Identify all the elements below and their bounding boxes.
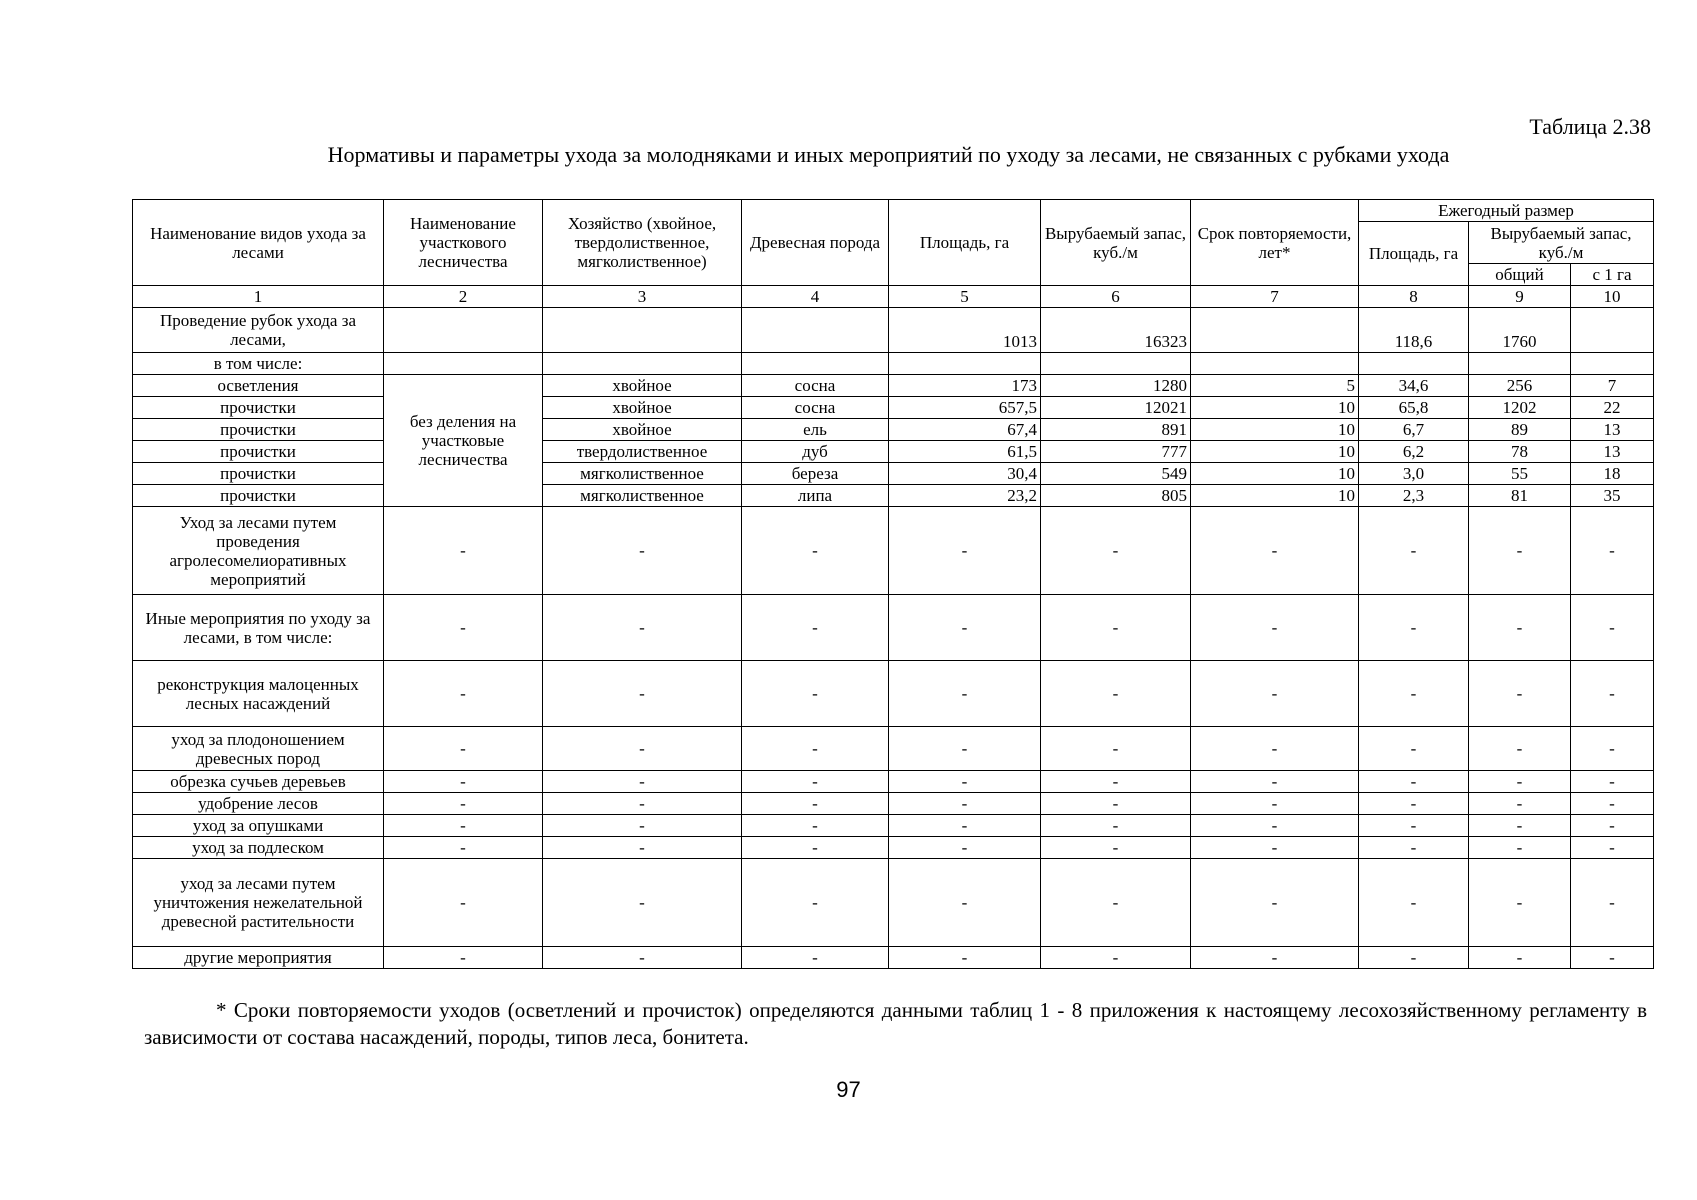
cell-dash: - [742, 507, 889, 595]
row-name: реконструкция малоценных лесных насаждений [133, 661, 384, 727]
row-name: уход за подлеском [133, 837, 384, 859]
row-name: Уход за лесами путем проведения агролесомелиоративных мероприятий [133, 507, 384, 595]
cell-dash: - [1041, 507, 1191, 595]
cell-dash: - [742, 595, 889, 661]
cell-dash: - [742, 793, 889, 815]
col-num: 7 [1191, 286, 1359, 308]
table-row [133, 507, 1654, 595]
cell-species: береза [742, 463, 889, 485]
cell-dash: - [1571, 793, 1654, 815]
cell-dash: - [1469, 793, 1571, 815]
table-row [133, 947, 1654, 969]
header-stock-per-ha: с 1 га [1571, 264, 1654, 286]
col-num: 3 [543, 286, 742, 308]
cell-dash: - [742, 661, 889, 727]
cell-annual-per-ha: 13 [1571, 419, 1654, 441]
cell-farm: мягколиственное [543, 485, 742, 507]
cell-dash: - [1359, 815, 1469, 837]
row-name: прочистки [133, 485, 384, 507]
cell-dash: - [1041, 815, 1191, 837]
cell-dash: - [384, 793, 543, 815]
cell-annual-area: 6,2 [1359, 441, 1469, 463]
cell-dash: - [1041, 727, 1191, 771]
cell-dash: - [1191, 859, 1359, 947]
cell-dash: - [742, 859, 889, 947]
col-num: 6 [1041, 286, 1191, 308]
cell-annual-per-ha: 22 [1571, 397, 1654, 419]
table-number: Таблица 2.38 [1529, 114, 1651, 139]
cell-dash: - [1469, 507, 1571, 595]
cell-area: 1013 [889, 308, 1041, 353]
cell-dash: - [1359, 771, 1469, 793]
cell-period: 10 [1191, 397, 1359, 419]
table-row [133, 771, 1654, 793]
cell-dash: - [1191, 727, 1359, 771]
cell-dash: - [1359, 507, 1469, 595]
cell-dash: - [1041, 771, 1191, 793]
cell-dash: - [1359, 727, 1469, 771]
cell-dash: - [1359, 837, 1469, 859]
cell-dash: - [889, 859, 1041, 947]
cell-area: 67,4 [889, 419, 1041, 441]
cell-dash: - [543, 947, 742, 969]
cell-stock: 12021 [1041, 397, 1191, 419]
table-row [133, 308, 1654, 353]
header-annual-area: Площадь, га [1359, 222, 1469, 286]
cell-dash: - [1359, 595, 1469, 661]
cell-area: 30,4 [889, 463, 1041, 485]
cell-dash: - [1041, 947, 1191, 969]
cell-dash: - [384, 815, 543, 837]
cell-dash: - [543, 661, 742, 727]
cell-dash: - [1191, 815, 1359, 837]
merged-district-cell: без деления на участковые лесничества [384, 375, 543, 507]
header-district: Наименование участкового лесничества [384, 200, 543, 286]
cell-dash: - [384, 507, 543, 595]
cell-dash: - [543, 771, 742, 793]
cell-dash: - [889, 837, 1041, 859]
cell-dash: - [1571, 595, 1654, 661]
cell-dash: - [1041, 595, 1191, 661]
cell-dash: - [384, 727, 543, 771]
cell-dash: - [1191, 771, 1359, 793]
cell-dash: - [1469, 947, 1571, 969]
cell-annual-per-ha: 18 [1571, 463, 1654, 485]
cell-period: 5 [1191, 375, 1359, 397]
cell-farm: мягколиственное [543, 463, 742, 485]
cell-dash: - [1469, 595, 1571, 661]
cell-farm: хвойное [543, 419, 742, 441]
cell-dash: - [1191, 947, 1359, 969]
cell-dash: - [889, 793, 1041, 815]
cell-stock: 805 [1041, 485, 1191, 507]
table-row [133, 353, 1654, 375]
cell-dash: - [1191, 793, 1359, 815]
cell-annual-area: 118,6 [1359, 308, 1469, 353]
cell-annual-area: 2,3 [1359, 485, 1469, 507]
cell-dash: - [742, 771, 889, 793]
cell-species: дуб [742, 441, 889, 463]
cell-stock: 549 [1041, 463, 1191, 485]
cell-annual-per-ha: 7 [1571, 375, 1654, 397]
cell-dash: - [1571, 771, 1654, 793]
cell-species: ель [742, 419, 889, 441]
table-row [133, 661, 1654, 727]
cell-dash: - [1571, 507, 1654, 595]
table-row [133, 397, 1654, 419]
cell-period: 10 [1191, 419, 1359, 441]
cell-dash: - [1571, 837, 1654, 859]
cell-dash: - [889, 815, 1041, 837]
cell-dash: - [1469, 771, 1571, 793]
cell-dash: - [1469, 815, 1571, 837]
cell-dash: - [742, 947, 889, 969]
header-stock: Вырубаемый запас, куб./м [1041, 200, 1191, 286]
cell-dash: - [1191, 595, 1359, 661]
cell-dash: - [742, 727, 889, 771]
header-period: Срок повторяемости, лет* [1191, 200, 1359, 286]
row-name: Проведение рубок ухода за лесами, [133, 308, 384, 353]
page-number: 97 [836, 1077, 861, 1102]
cell-dash: - [384, 771, 543, 793]
cell-annual-area: 65,8 [1359, 397, 1469, 419]
cell-annual-total: 1202 [1469, 397, 1571, 419]
cell-stock: 16323 [1041, 308, 1191, 353]
row-name: Иные мероприятия по уходу за лесами, в том числе: [133, 595, 384, 661]
row-name: осветления [133, 375, 384, 397]
cell-dash: - [1191, 661, 1359, 727]
header-annual: Ежегодный размер [1359, 200, 1654, 222]
cell-dash: - [543, 507, 742, 595]
cell-farm: твердолиственное [543, 441, 742, 463]
cell-dash: - [1041, 859, 1191, 947]
cell-dash: - [384, 661, 543, 727]
table-caption: Нормативы и параметры ухода за молодняками и иных мероприятий по уходу за лесами, не связанных с рубками ухода [327, 142, 1450, 167]
header-stock-total: общий [1469, 264, 1571, 286]
cell-annual-total: 1760 [1469, 308, 1571, 353]
row-name: прочистки [133, 463, 384, 485]
cell-dash: - [1469, 859, 1571, 947]
cell-dash: - [1469, 837, 1571, 859]
table-row [133, 375, 1654, 397]
cell-farm: хвойное [543, 397, 742, 419]
col-num: 5 [889, 286, 1041, 308]
cell-dash: - [1571, 661, 1654, 727]
row-name: уход за плодоношением древесных пород [133, 727, 384, 771]
cell-dash: - [1571, 859, 1654, 947]
table-row [133, 793, 1654, 815]
cell-species: сосна [742, 397, 889, 419]
header-area: Площадь, га [889, 200, 1041, 286]
cell-dash: - [384, 595, 543, 661]
cell-dash: - [543, 793, 742, 815]
cell-annual-total: 78 [1469, 441, 1571, 463]
header-farm: Хозяйство (хвойное, твердолиственное, мягколиственное) [543, 200, 742, 286]
cell-annual-per-ha: 35 [1571, 485, 1654, 507]
row-name: уход за лесами путем уничтожения нежелательной древесной растительности [133, 859, 384, 947]
cell-dash: - [742, 837, 889, 859]
table-row [133, 815, 1654, 837]
cell-dash: - [384, 947, 543, 969]
table-row [133, 727, 1654, 771]
cell-dash: - [1191, 507, 1359, 595]
table-row [133, 485, 1654, 507]
cell-dash: - [384, 859, 543, 947]
cell-annual-area: 34,6 [1359, 375, 1469, 397]
table-row [133, 595, 1654, 661]
cell-dash: - [1469, 727, 1571, 771]
row-name: в том числе: [133, 353, 384, 375]
cell-dash: - [889, 771, 1041, 793]
cell-dash: - [1041, 793, 1191, 815]
cell-dash: - [889, 727, 1041, 771]
cell-species: липа [742, 485, 889, 507]
cell-dash: - [1359, 661, 1469, 727]
row-name: обрезка сучьев деревьев [133, 771, 384, 793]
cell-dash: - [384, 837, 543, 859]
cell-stock: 777 [1041, 441, 1191, 463]
header-species: Древесная порода [742, 200, 889, 286]
table-row [133, 837, 1654, 859]
cell-dash: - [1359, 793, 1469, 815]
cell-annual-total: 89 [1469, 419, 1571, 441]
cell-dash: - [889, 661, 1041, 727]
cell-area: 23,2 [889, 485, 1041, 507]
table-row [133, 419, 1654, 441]
cell-stock: 1280 [1041, 375, 1191, 397]
column-number-row [133, 286, 1654, 308]
col-num: 2 [384, 286, 543, 308]
cell-annual-total: 256 [1469, 375, 1571, 397]
cell-annual-area: 3,0 [1359, 463, 1469, 485]
cell-dash: - [742, 815, 889, 837]
cell-annual-area: 6,7 [1359, 419, 1469, 441]
cell-farm: хвойное [543, 375, 742, 397]
header-row-1 [133, 200, 1654, 222]
col-num: 10 [1571, 286, 1654, 308]
cell-area: 61,5 [889, 441, 1041, 463]
cell-period: 10 [1191, 441, 1359, 463]
cell-dash: - [543, 837, 742, 859]
forest-care-table [132, 199, 1654, 969]
cell-dash: - [543, 595, 742, 661]
cell-area: 657,5 [889, 397, 1041, 419]
cell-period: 10 [1191, 463, 1359, 485]
cell-dash: - [1359, 947, 1469, 969]
table-row [133, 463, 1654, 485]
cell-dash: - [1191, 837, 1359, 859]
cell-dash: - [1359, 859, 1469, 947]
row-name: удобрение лесов [133, 793, 384, 815]
col-num: 1 [133, 286, 384, 308]
table-row [133, 441, 1654, 463]
cell-dash: - [1469, 661, 1571, 727]
cell-dash: - [1571, 727, 1654, 771]
cell-dash: - [1571, 815, 1654, 837]
cell-area: 173 [889, 375, 1041, 397]
cell-dash: - [889, 595, 1041, 661]
row-name: прочистки [133, 419, 384, 441]
cell-period: 10 [1191, 485, 1359, 507]
row-name: прочистки [133, 441, 384, 463]
cell-species: сосна [742, 375, 889, 397]
header-care-type: Наименование видов ухода за лесами [133, 200, 384, 286]
cell-dash: - [889, 947, 1041, 969]
table-row [133, 859, 1654, 947]
header-annual-stock: Вырубаемый запас, куб./м [1469, 222, 1654, 264]
cell-dash: - [1041, 837, 1191, 859]
footnote: * Сроки повторяемости уходов (осветлений и прочисток) определяются данными таблиц 1 - 8 приложения к настоящему лесохозяйственному регламенту в зависимости от состава насаждений, породы, типов леса, бонитета. [144, 998, 1647, 1049]
col-num: 9 [1469, 286, 1571, 308]
row-name: прочистки [133, 397, 384, 419]
cell-annual-total: 81 [1469, 485, 1571, 507]
cell-dash: - [889, 507, 1041, 595]
cell-dash: - [1041, 661, 1191, 727]
cell-dash: - [543, 727, 742, 771]
row-name: другие мероприятия [133, 947, 384, 969]
row-name: уход за опушками [133, 815, 384, 837]
cell-dash: - [1571, 947, 1654, 969]
cell-dash: - [543, 815, 742, 837]
cell-annual-total: 55 [1469, 463, 1571, 485]
col-num: 4 [742, 286, 889, 308]
cell-annual-per-ha: 13 [1571, 441, 1654, 463]
cell-dash: - [543, 859, 742, 947]
cell-stock: 891 [1041, 419, 1191, 441]
col-num: 8 [1359, 286, 1469, 308]
